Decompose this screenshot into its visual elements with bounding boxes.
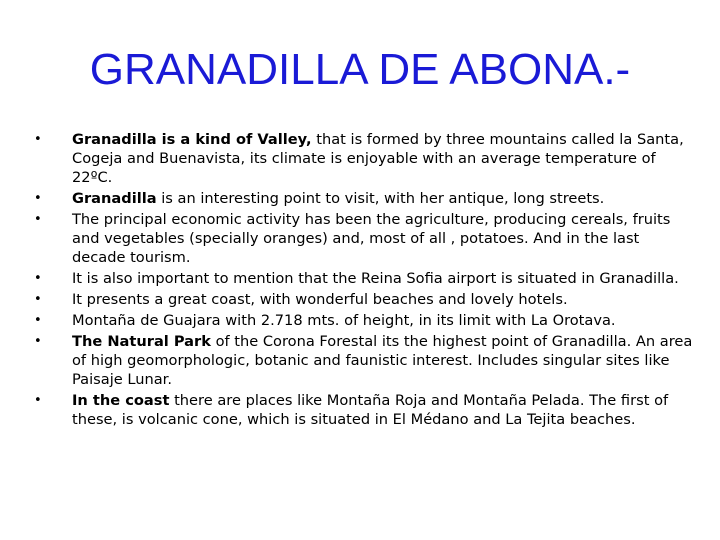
bullet-item [34,189,694,208]
bullet-item [34,332,694,389]
bullet-bold-text: Granadilla is a kind of Valley, [72,131,312,148]
bullet-text: It is also important to mention that the Reina Sofia airport is situated in Granadilla. [72,270,679,287]
bullet-text: of the Corona Forestal its the highest point of Granadilla. An area of high geomorphologic, botanic and faunistic interest. Includes singular sites like Paisaje Lunar. [72,333,693,388]
bullet-item [34,130,694,187]
slide-title: GRANADILLA DE ABONA.- [89,45,631,94]
bullet-text: that is formed by three mountains called la Santa, Cogeja and Buenavista, its climate is enjoyable with an average temperature of 22ºC. [72,131,684,186]
bullet-list [34,130,694,431]
bullet-bold-text: In the coast [72,392,170,409]
bullet-dot-icon: • [34,334,42,349]
bullet-dot-icon: • [34,191,42,206]
bullet-dot-icon: • [34,292,42,307]
bullet-item [34,210,694,267]
bullet-dot-icon: • [34,393,42,408]
bullet-dot-icon: • [34,212,42,227]
bullet-text: Montaña de Guajara with 2.718 mts. of height, in its limit with La Orotava. [72,312,616,329]
bullet-bold-text: Granadilla [72,190,157,207]
bullet-dot-icon: • [34,271,42,286]
bullet-item [34,311,694,330]
bullet-item [34,290,694,309]
bullet-text: there are places like Montaña Roja and Montaña Pelada. The first of these, is volcanic cone, which is situated in El Médano and La Tejita beaches. [72,392,669,428]
bullet-dot-icon: • [34,313,42,328]
bullet-text: is an interesting point to visit, with her antique, long streets. [156,190,605,207]
bullet-dot-icon: • [34,132,42,147]
bullet-bold-text: The Natural Park [72,333,211,350]
bullet-text: The principal economic activity has been the agriculture, producing cereals, fruits and vegetables (specially oranges) and, most of all , potatoes. And in the last decade tourism. [72,211,671,266]
bullet-item [34,391,694,429]
bullet-item [34,269,694,288]
bullet-text: It presents a great coast, with wonderful beaches and lovely hotels. [72,291,568,308]
